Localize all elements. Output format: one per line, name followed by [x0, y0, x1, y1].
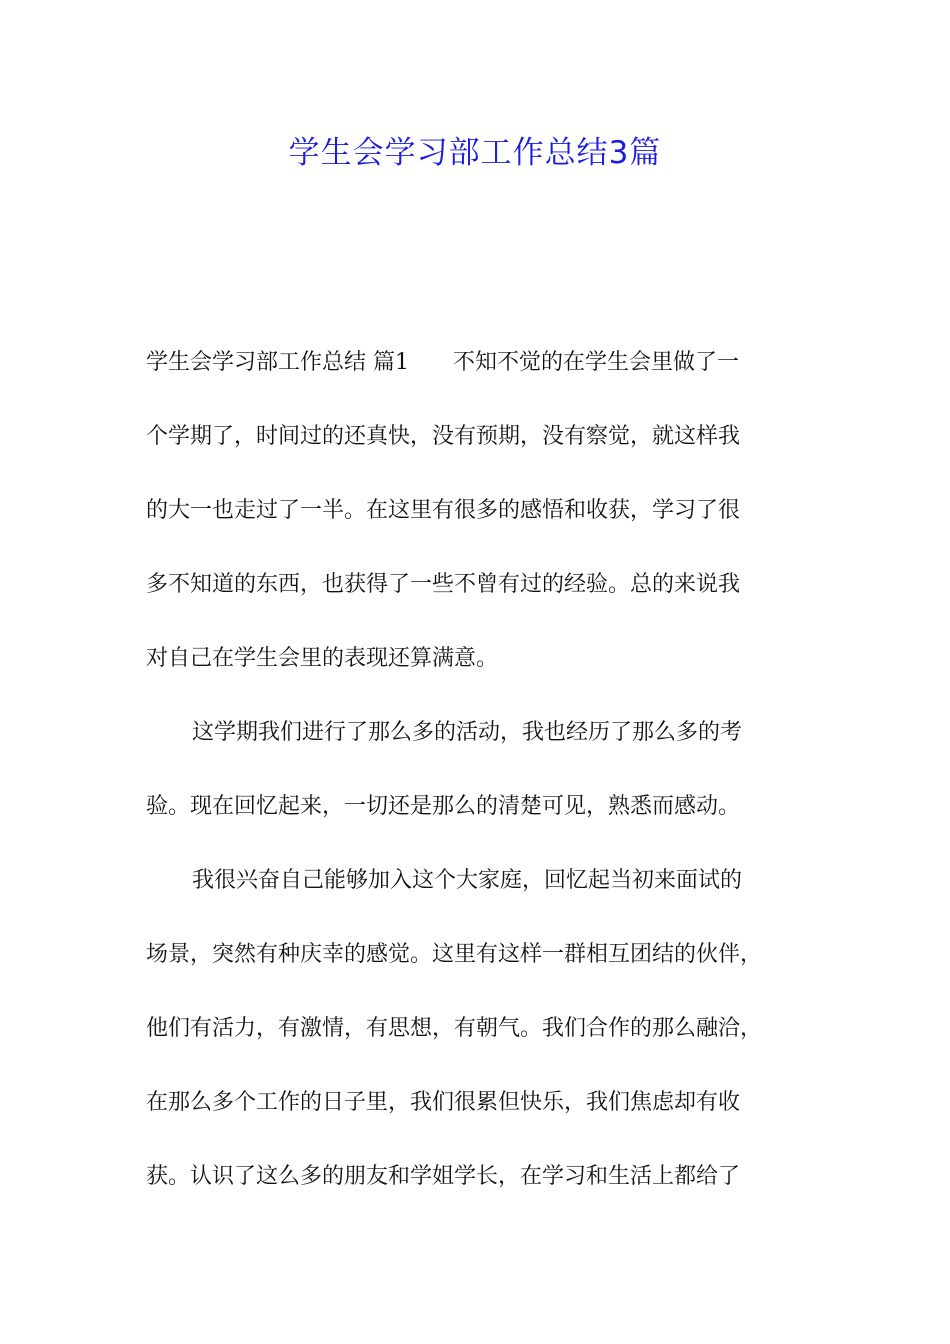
paragraph-line: 他们有活力，有激情，有思想，有朝气。我们合作的那么融洽， [146, 1016, 763, 1041]
paragraph-line: 我很兴奋自己能够加入这个大家庭，回忆起当初来面试的 [192, 868, 743, 893]
paragraph-line: 场景，突然有种庆幸的感觉。这里有这样一群相互团结的伙伴， [146, 942, 763, 967]
paragraph-line: 验。现在回忆起来，一切还是那么的清楚可见，熟悉而感动。 [146, 794, 741, 819]
paragraph-line: 这学期我们进行了那么多的活动，我也经历了那么多的考 [192, 720, 743, 745]
paragraph-line: 的大一也走过了一半。在这里有很多的感悟和收获，学习了很 [146, 498, 741, 523]
paragraph-line: 多不知道的东西，也获得了一些不曾有过的经验。总的来说我 [146, 572, 741, 597]
paragraph-line [146, 346, 826, 380]
section-label: 学生会学习部工作总结 篇1 [146, 350, 409, 375]
paragraph-line: 获。认识了这么多的朋友和学姐学长，在学习和生活上都给了 [146, 1164, 741, 1189]
line-text: 不知不觉的在学生会里做了一 [453, 350, 740, 375]
paragraph-line: 个学期了，时间过的还真快，没有预期，没有察觉，就这样我 [146, 424, 741, 449]
paragraph-line: 在那么多个工作的日子里，我们很累但快乐，我们焦虑却有收 [146, 1090, 741, 1115]
paragraph-line: 对自己在学生会里的表现还算满意。 [146, 646, 499, 671]
document-title: 学生会学习部工作总结3篇 [288, 135, 662, 171]
